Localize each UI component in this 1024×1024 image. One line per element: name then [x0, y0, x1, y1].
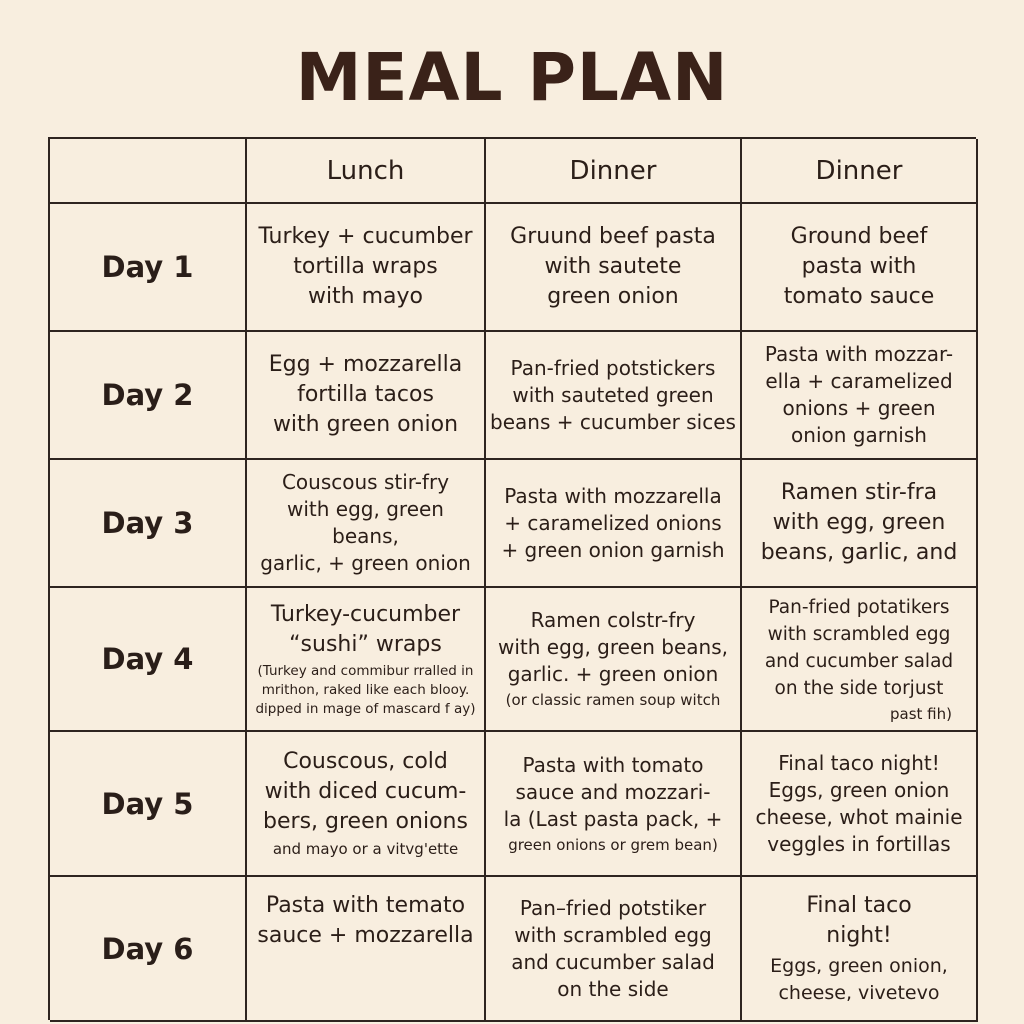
meal-text: Turkey-cucumber “sushi” wraps — [270, 601, 461, 657]
day-label: Day 5 — [101, 786, 194, 821]
meal-text: Pan–fried potstiker with scrambled egg and cucumber salad on the side — [511, 895, 715, 1001]
meal-plan-table — [48, 137, 976, 1020]
header-dinner-2-label: Dinner — [815, 155, 903, 186]
meal-text: Final taco night! — [806, 892, 912, 948]
meal-text: Ramen stir-fra with egg, green beans, garlic, and — [760, 480, 958, 565]
meal-text: Ramen colstr-fry with egg, green beans, garlic. + green onion — [497, 608, 729, 686]
meal-cell — [486, 460, 742, 588]
meal-cell — [247, 460, 486, 588]
meal-cell — [742, 332, 978, 460]
day-label: Day 1 — [101, 250, 194, 284]
day-label-cell — [50, 332, 247, 460]
header-dinner-1 — [486, 139, 742, 204]
day-label-cell — [50, 588, 247, 732]
meal-text: Ground beef pasta with tomato sauce — [783, 224, 935, 309]
meal-cell — [742, 588, 978, 732]
header-dinner-1-label: Dinner — [569, 155, 657, 186]
meal-text: Couscous stir-fry with egg, green beans, garlic, + green onion — [260, 470, 471, 575]
meal-cell — [486, 204, 742, 332]
meal-cell — [742, 204, 978, 332]
page-title: MEAL PLAN — [295, 39, 729, 116]
meal-text: Pan-fried potstickers with sauteted green beans + cucumber sices — [490, 355, 736, 434]
meal-text: Pasta with tomato sauce and mozzari- la (Last pasta pack, + — [503, 752, 723, 831]
meal-text: Pasta with temato sauce + mozzarella — [257, 893, 474, 948]
header-dinner-2 — [742, 139, 978, 204]
meal-cell — [486, 588, 742, 732]
day-label: Day 2 — [101, 378, 194, 412]
header-corner-cell — [50, 139, 247, 204]
meal-note: (Turkey and commibur rralled in mrithon, raked like each blooy. dipped in mage of mascard f ay) — [255, 662, 476, 717]
day-label-cell — [50, 460, 247, 588]
meal-cell — [742, 877, 978, 1022]
meal-cell — [247, 204, 486, 332]
meal-text: Couscous, cold with diced cucum- bers, green onions — [263, 749, 468, 834]
day-label: Day 6 — [101, 931, 194, 966]
meal-text: Final taco night! Eggs, green onion cheese, whot mainie veggles in fortillas — [755, 750, 963, 856]
day-label-cell — [50, 732, 247, 877]
meal-note: green onions or grem bean) — [508, 835, 718, 854]
day-label: Day 3 — [101, 506, 194, 540]
meal-cell — [247, 732, 486, 877]
meal-text: Pan-fried potatikers with scrambled egg and cucumber salad on the side torjust — [764, 596, 954, 699]
header-lunch-label: Lunch — [326, 155, 405, 186]
meal-cell — [247, 332, 486, 460]
meal-text: Gruund beef pasta with sautete green onion — [510, 224, 716, 309]
meal-note: past fih) — [890, 704, 952, 723]
day-label-cell — [50, 877, 247, 1022]
meal-note: (or classic ramen soup witch — [505, 691, 721, 709]
meal-cell — [742, 460, 978, 588]
meal-cell — [742, 732, 978, 877]
meal-text: Turkey + cucumber tortilla wraps with mayo — [258, 224, 473, 309]
meal-cell — [486, 877, 742, 1022]
day-label: Day 4 — [101, 642, 194, 676]
meal-cell — [486, 732, 742, 877]
day-label-cell — [50, 204, 247, 332]
meal-cell — [247, 588, 486, 732]
meal-text: Egg + mozzarella fortilla tacos with green onion — [268, 352, 463, 437]
meal-text: Pasta with mozzarella + caramelized onions + green onion garnish — [501, 483, 725, 562]
header-lunch — [247, 139, 486, 204]
meal-cell — [247, 877, 486, 1022]
meal-note: Eggs, green onion, cheese, vivetevo — [770, 954, 948, 1004]
meal-cell — [486, 332, 742, 460]
meal-note: and mayo or a vitvg'ette — [272, 840, 459, 858]
meal-text: Pasta with mozzar- ella + caramelized onions + green onion garnish — [764, 342, 954, 447]
